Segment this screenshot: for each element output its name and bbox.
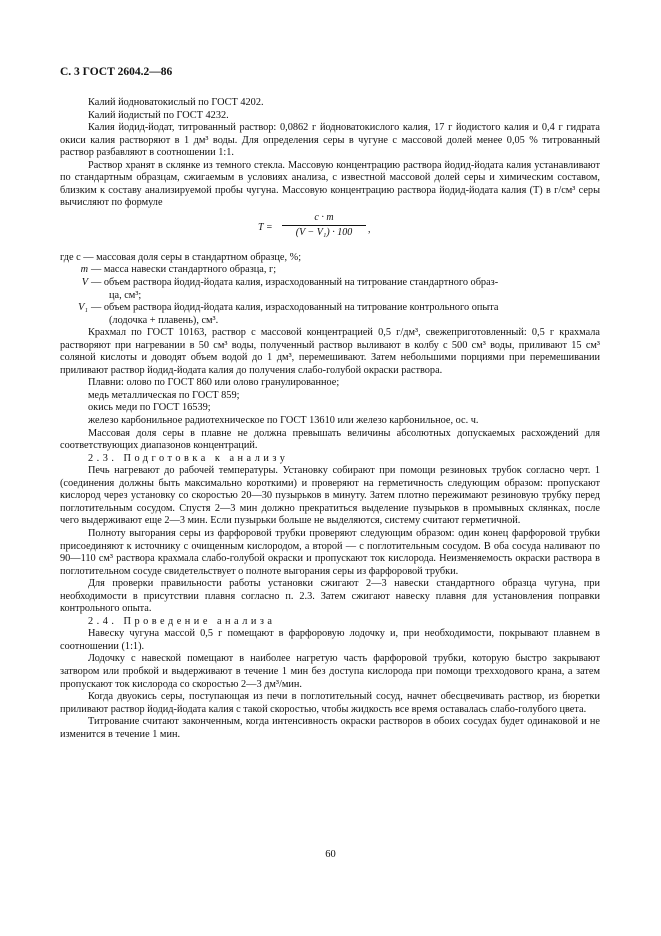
definition-text: — масса навески стандартного образца, г;	[91, 264, 277, 276]
definition-text: — объем раствора йодид-йодата калия, израсходованный на титрование контрольного опыта	[91, 302, 499, 314]
definitions-list	[60, 264, 600, 327]
paragraph: железо карбонильное радиотехническое по ГОСТ 13610 или железо карбонильное, ос. ч.	[88, 415, 479, 427]
paragraph: Калия йодид-йодат, титрованный раствор: 0,0862 г йодноватокислого калия, 17 г йодистого калия и 0,4 г гидрата окиси калия растворяют в 1 дм³ воды. Для определения серы в чугуне с массовой долей менее 0,05 % титрованный раствор разбавляют в соотношении 1:1.	[60, 122, 600, 159]
paragraph: медь металлическая по ГОСТ 859;	[88, 389, 240, 401]
paragraph: Крахмал по ГОСТ 10163, раствор с массовой концентрацией 0,5 г/дм³, свежеприготовленный: 0,5 г крахмала растворяют при нагревании в 50 см³ воды, полученный раствор выливают в колбу с 500 см³ воды, приливают 15 см³ соляной кислоты и доводят объем водой до 1 дм³, перемешивают. Затем небольшими порциями при перемешивании приливают раствор йодид-йодата калия до получения слабо-голубой окраски раствора.	[60, 327, 600, 376]
paragraph: Титрование считают законченным, когда интенсивность окраски растворов в обоих сосудах будет одинаковой и не изменится в течение 1 мин.	[60, 716, 600, 740]
section-heading: 2.4. Проведение анализа	[88, 615, 276, 627]
document-body	[60, 97, 600, 741]
definition-item	[60, 277, 600, 302]
paragraph: Лодочку с навеской помещают в наиболее нагретую часть фарфоровой трубки, которую быстро закрывают затвором или пробкой и выдерживают в течение 1 мин без доступа кислорода при помощи трехходового крана, а затем пропускают ток кислорода со скоростью 2—3 дм³/мин.	[60, 653, 600, 690]
definition-intro: где c — массовая доля серы в стандартном образце, %;	[60, 251, 302, 263]
definition-continuation: ца, см³;	[109, 289, 142, 301]
definition-continuation: (лодочка + плавень), см³.	[109, 314, 219, 326]
paragraph: Калий йодноватокислый по ГОСТ 4202.	[88, 97, 264, 108]
formula-tail: ,	[368, 223, 371, 235]
paragraph: Навеску чугуна массой 0,5 г помещают в фарфоровую лодочку и, при необходимости, покрывают плавнем в соотношении (1:1).	[60, 628, 600, 652]
paragraph: Раствор хранят в склянке из темного стекла. Массовую концентрацию раствора йодид-йодата калия устанавливают по стандартным образцам, сжигаемым в условиях анализа, с известной массовой долей серы и химическим составом, близким к составу анализируемой пробы чугуна. Массовую концентрацию раствора йодид-йодата калия (Т) в г/см³ серы вычисляют по формуле	[60, 159, 600, 209]
formula	[60, 212, 600, 246]
paragraph: Плавни: олово по ГОСТ 860 или олово гранулированное;	[88, 377, 340, 389]
paragraph: Калий йодистый по ГОСТ 4232.	[88, 109, 229, 121]
definition-item	[60, 264, 600, 277]
definition-symbol: V₁	[78, 302, 88, 314]
paragraph: Полноту выгорания серы из фарфоровой трубки проверяют следующим образом: один конец фарфоровой трубки присоединяют к источнику с очищенным кислородом, а второй — с поглотительным сосудом. В оба сосуда наливают по 90—110 см³ раствора крахмала слабо-голубой окраски и пропускают ток кислорода. Неизменяемость окраски раствора в поглотительном сосуде свидетельствует о полноте выгорания серы из фарфоровой трубки.	[60, 527, 600, 577]
page-header: С. 3 ГОСТ 2604.2—86	[60, 66, 173, 78]
page-number: 60	[325, 849, 336, 860]
paragraph: Когда двуокись серы, поступающая из печи в поглотительный сосуд, начнет обесцвечивать раствор, из бюретки приливают раствор йодид-йодата калия с такой скоростью, чтобы жидкость все время оставалась слабо-голубого цвета.	[60, 691, 600, 715]
formula-lhs: T =	[258, 221, 273, 233]
paragraph: окись меди по ГОСТ 16539;	[88, 402, 211, 414]
formula-numerator: c · m	[282, 212, 366, 227]
definition-item	[60, 302, 600, 327]
section-heading: 2.3. Подготовка к анализу	[88, 452, 289, 464]
definition-symbol: m	[80, 264, 88, 276]
formula-denominator: (V − V₁) · 100	[295, 227, 353, 239]
formula-fraction	[282, 212, 366, 240]
definition-symbol: V	[81, 277, 88, 289]
paragraph: Для проверки правильности работы установки сжигают 2—3 навески стандартного образца чугуна, при необходимости в присутствии плавня согласно п. 2.3. Затем сжигают навеску плавня для установления поправки контрольного опыта.	[60, 578, 600, 615]
paragraph: Печь нагревают до рабочей температуры. Установку собирают при помощи резиновых трубок согласно черт. 1 (соединения должны быть максимально короткими) и проверяют на герметичность следующим образом: пропускают кислород через установку со скоростью 20—30 пузырьков в минуту. Затем плотно пережимают резиновую трубку перед поглотительным сосудом. Спустя 2—3 мин должно прекратиться выделение пузырьков в промывных склянках, после чего выдерживают еще 2—3 мин. Если пузырьки больше не выделяются, систему считают герметичной.	[60, 465, 600, 527]
definition-text: — объем раствора йодид-йодата калия, израсходованный на титрование стандартного образ-	[91, 277, 499, 289]
paragraph: Массовая доля серы в плавне не должна превышать величины абсолютных допускаемых расхождений для соответствующих диапазонов концентраций.	[60, 427, 600, 452]
